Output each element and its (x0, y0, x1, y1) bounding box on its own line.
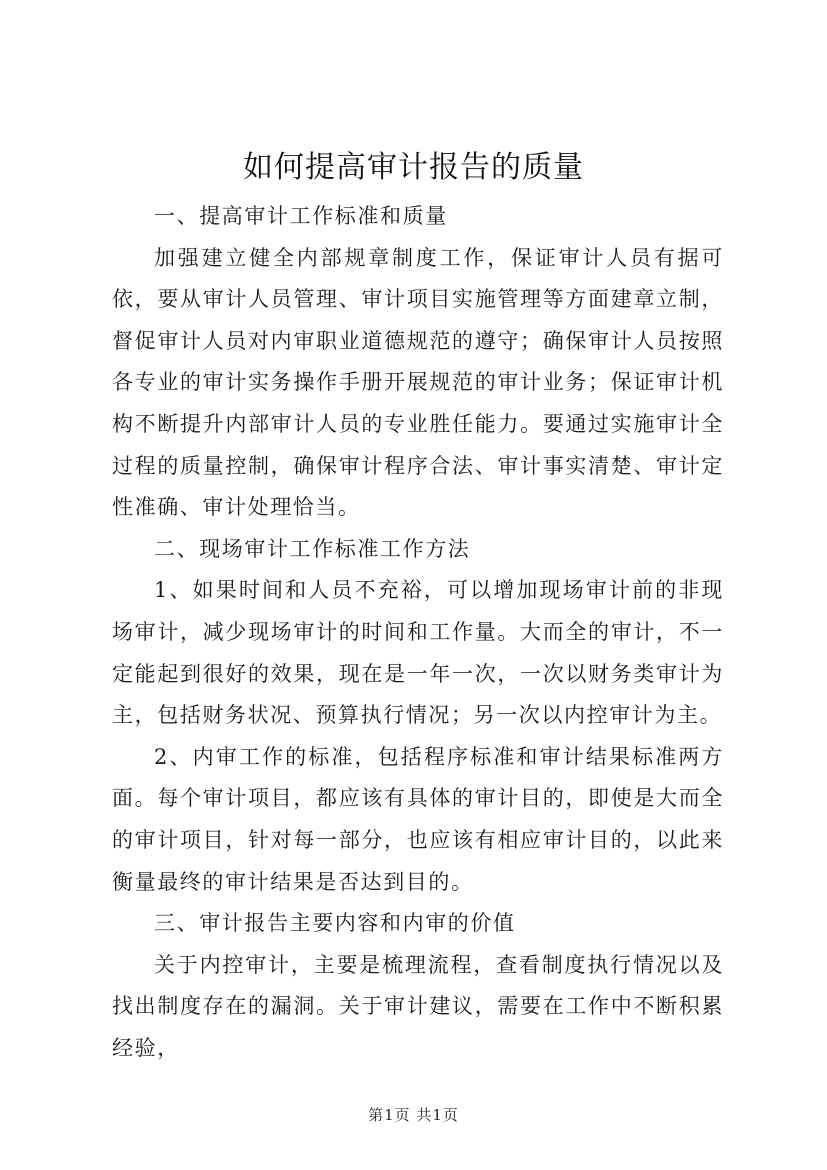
section-2-paragraph-1: 1、如果时间和人员不充裕，可以增加现场审计前的非现场审计，减少现场审计的时间和工作量。大而全的审计，不一定能起到很好的效果，现在是一年一次，一次以财务类审计为主，包括财务状况、预算执行情况；另一次以内控审计为主。 (112, 578, 724, 728)
document-title: 如何提高审计报告的质量 (243, 150, 584, 185)
section-2-paragraph-2: 2、内审工作的标准，包括程序标准和审计结果标准两方面。每个审计项目，都应该有具体的审计目的，即使是大而全的审计项目，针对每一部分，也应该有相应审计目的，以此来衡量最终的审计结果是否达到目的。 (112, 744, 724, 894)
page-footer: 第1页 共1页 (368, 1106, 459, 1124)
section-heading-3: 三、审计报告主要内容和内审的价值 (154, 911, 516, 936)
section-3-paragraph-1: 关于内控审计，主要是梳理流程，查看制度执行情况以及找出制度存在的漏洞。关于审计建议，需要在工作中不断积累经验， (112, 952, 724, 1060)
section-heading-1: 一、提高审计工作标准和质量 (154, 204, 448, 228)
document-body (112, 196, 724, 1069)
section-heading-2: 二、现场审计工作标准工作方法 (154, 536, 471, 561)
section-1-paragraph-1: 加强建立健全内部规章制度工作，保证审计人员有据可依，要从审计人员管理、审计项目实施管理等方面建章立制，督促审计人员对内审职业道德规范的遵守；确保审计人员按照各专业的审计实务操作手册开展规范的审计业务；保证审计机构不断提升内部审计人员的专业胜任能力。要通过实施审计全过程的质量控制，确保审计程序合法、审计事实清楚、审计定性准确、审计处理恰当。 (112, 245, 724, 520)
